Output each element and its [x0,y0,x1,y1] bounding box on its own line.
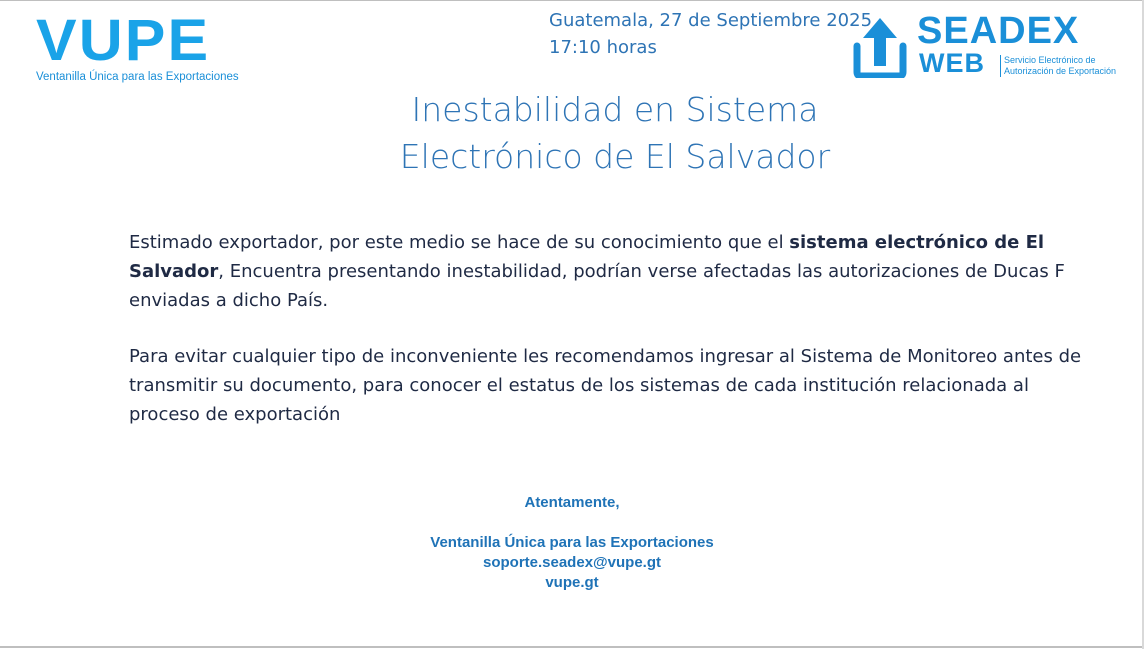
vupe-logo-tagline: Ventanilla Única para las Exportaciones [36,71,239,83]
paragraph-1-intro: Estimado exportador, por este medio se hace de su conocimiento que el [129,232,790,253]
seadex-subtitle-line2: Autorización de Exportación [1004,66,1117,76]
seadex-web-logo [851,12,1141,80]
page-title [300,86,930,180]
date-time-block [549,7,872,61]
time-text: 17:10 horas [549,37,657,58]
upload-icon [851,16,909,78]
signature-closing: Atentamente, [524,494,620,511]
signature-website-link[interactable]: vupe.gt [545,574,599,591]
frame-bottom-border [0,646,1144,648]
seadex-web-wordmark: WEB [919,48,985,78]
signature-organization: Ventanilla Única para las Exportaciones [430,534,714,551]
vupe-logo-wordmark: VUPE [36,8,211,73]
seadex-subtitle [1000,55,1116,77]
date-text: Guatemala, 27 de Septiembre 2025 [549,10,873,31]
title-line-1: Inestabilidad en Sistema [411,90,819,129]
seadex-wordmark: SEADEX [917,10,1080,52]
frame-top-border [0,0,1144,1]
notice-paragraph-2: Para evitar cualquier tipo de inconveniente les recomendamos ingresar al Sistema de Monitoreo antes de transmitir su documento, para conocer el estatus de los sistemas de cada institución relacionada al proceso de exportación [129,346,1082,425]
vupe-logo [36,8,266,88]
title-line-2: Electrónico de El Salvador [399,137,831,176]
seadex-subtitle-line1: Servicio Electrónico de [1004,55,1096,65]
signature-email-link[interactable]: soporte.seadex@vupe.gt [482,554,661,571]
paragraph-1-rest: , Encuentra presentando inestabilidad, podrían verse afectadas las autorizaciones de Ducas F enviadas a dicho País. [129,261,1065,311]
notice-paragraph-1 [129,228,1089,315]
paragraph-1-bold-system: sistema electrónico de El Salvador [129,232,1045,282]
signature-block [372,533,772,593]
